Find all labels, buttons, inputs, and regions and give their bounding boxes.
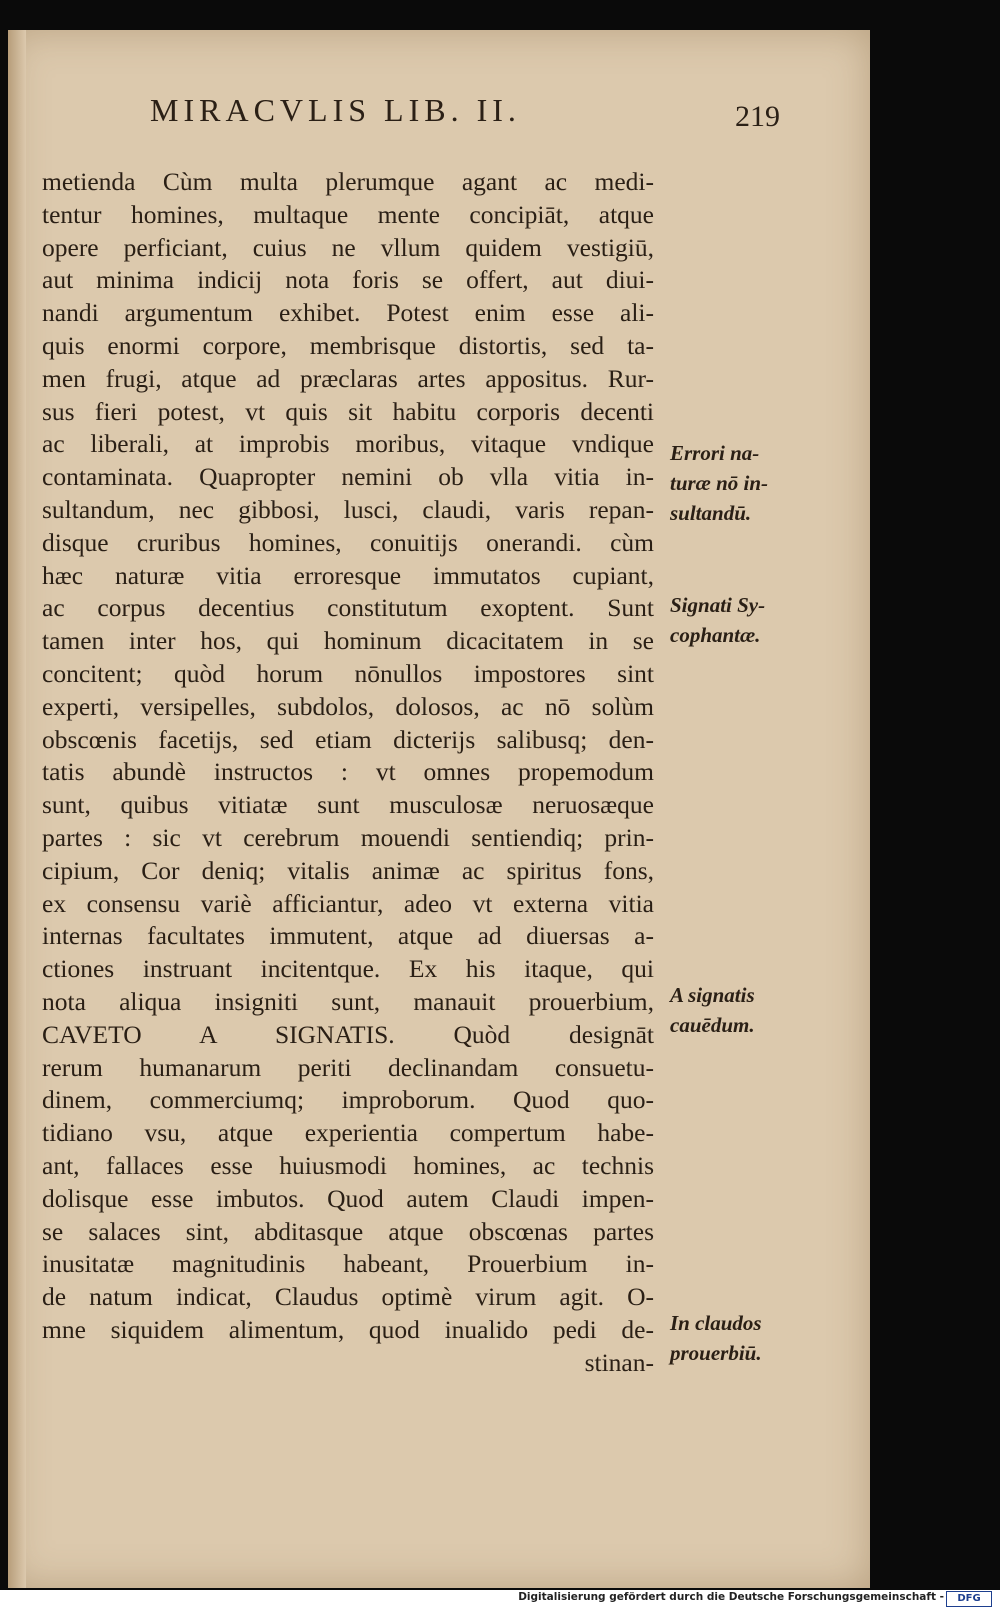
margin-note-line: Errori na- [670,441,760,465]
text-line: de natum indicat, Claudus optimè virum agit. O- [42,1282,654,1312]
text-line: dinem, commerciumq; improborum. Quod quo- [42,1085,654,1115]
text-line: inusitatæ magnitudinis habeant, Prouerbium in- [42,1249,654,1279]
text-line: sus fieri potest, vt quis sit habitu corporis decenti [42,396,654,426]
margin-note-line: A signatis [670,983,755,1007]
text-line: cipium, Cor deniq; vitalis animæ ac spiritus fons, [42,855,654,885]
text-line: tatis abundè instructos : vt omnes propemodum [42,757,654,787]
margin-note-line: cauēdum. [670,1013,755,1037]
text-line: dolisque esse imbutos. Quod autem Claudi impen- [42,1183,654,1213]
text-line: partes : sic vt cerebrum mouendi sentiendiq; prin- [42,822,654,852]
text-line: ctiones instruant incitentque. Ex his itaque, qui [42,954,654,984]
text-line: metienda Cùm multa plerumque agant ac medi- [42,167,654,196]
margin-note-in-claudos [670,1308,845,1368]
margin-note-line: In claudos [670,1311,762,1335]
text-line: tamen inter hos, qui hominum dicacitatem in se [42,626,654,656]
margin-note-line: sultandū. [670,501,752,525]
catchword: stinan- [584,1347,654,1377]
text-line: hæc naturæ vitia erroresque immutatos cupiant, [42,560,654,590]
digitization-footer [0,1590,1000,1607]
running-title: MIRACVLIS LIB. II. [150,92,521,128]
text-line: experti, versipelles, subdolos, dolosos, ac nō solùm [42,691,654,721]
page-gutter [8,30,26,1588]
funding-credit: Digitalisierung gefördert durch die Deutsche Forschungsgemeinschaft - [518,1591,944,1603]
text-line: se salaces sint, abditasque atque obscœnas partes [42,1216,654,1246]
margin-note-line: prouerbiū. [670,1341,762,1365]
text-line: ex consensu variè afficiantur, adeo vt externa vitia [42,888,654,918]
text-line: tidiano vsu, atque experientia compertum habe- [42,1118,654,1148]
text-line: concitent; quòd horum nōnullos impostores sint [42,658,654,688]
page-number: 219 [735,100,780,133]
text-line: CAVETO A SIGNATIS. Quòd designāt [42,1019,654,1049]
text-line: disque cruribus homines, conuitijs onerandi. cùm [42,527,654,557]
text-line: rerum humanarum periti declinandam consuetu- [42,1052,654,1082]
text-line: tentur homines, multaque mente concipiāt, atque [42,199,654,229]
text-line: ac liberali, at improbis moribus, vitaque vndique [42,429,654,459]
text-line: nota aliqua insigniti sunt, manauit prouerbium, [42,986,654,1016]
text-line: sunt, quibus vitiatæ sunt musculosæ neruosæque [42,790,654,820]
text-line: quis enormi corpore, membrisque distortis, sed ta- [42,330,654,360]
margin-note-errori [670,438,845,528]
text-line: mne siquidem alimentum, quod inualido pedi de- [42,1314,654,1344]
main-text-block [42,166,654,1379]
margin-note-line: cophantæ. [670,623,761,647]
text-line: aut minima indicij nota foris se offert, aut diui- [42,265,654,295]
text-line: sultandum, nec gibbosi, lusci, claudi, varis repan- [42,494,654,524]
margin-note-line: turæ nō in- [670,471,769,495]
margin-note-line: Signati Sy- [670,593,766,617]
text-line: men frugi, atque ad præclaras artes appositus. Rur- [42,363,654,393]
text-line: internas facultates immutent, atque ad diuersas a- [42,921,654,951]
margin-note-a-signatis [670,980,845,1040]
text-line: contaminata. Quapropter nemini ob vlla vitia in- [42,462,654,492]
dfg-logo: DFG [946,1591,992,1607]
text-line: nandi argumentum exhibet. Potest enim esse ali- [42,298,654,328]
text-line: opere perficiant, cuius ne vllum quidem vestigiū, [42,232,654,262]
text-line: obscœnis facetijs, sed etiam dicterijs salibusq; den- [42,724,654,754]
margin-note-signati [670,590,845,650]
text-line: ac corpus decentius constitutum exoptent. Sunt [42,593,654,623]
text-line: ant, fallaces esse huiusmodi homines, ac technis [42,1150,654,1180]
